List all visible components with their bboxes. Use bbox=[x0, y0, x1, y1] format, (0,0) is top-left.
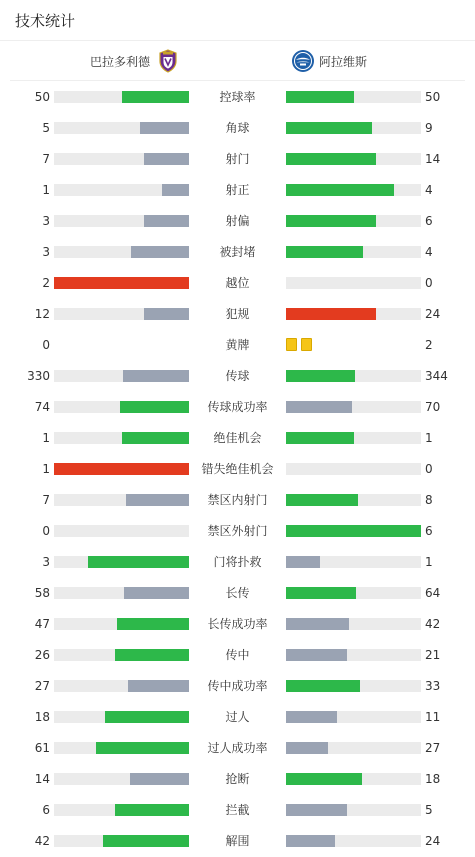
stat-row bbox=[0, 112, 475, 143]
away-value: 24 bbox=[425, 307, 441, 321]
home-value: 2 bbox=[42, 276, 50, 290]
home-bar-fill bbox=[120, 401, 189, 413]
stat-row bbox=[0, 329, 475, 360]
page-title: 技术统计 bbox=[15, 12, 76, 30]
away-value: 11 bbox=[425, 710, 441, 724]
stat-label: 越位 bbox=[225, 276, 250, 290]
home-value: 330 bbox=[27, 369, 50, 383]
away-bar-fill bbox=[286, 711, 337, 723]
home-value: 50 bbox=[34, 90, 50, 104]
stat-row bbox=[0, 484, 475, 515]
home-bar-track bbox=[54, 525, 189, 537]
home-value: 61 bbox=[34, 741, 50, 755]
away-value: 1 bbox=[425, 431, 433, 445]
away-bar-fill bbox=[286, 587, 356, 599]
stat-label: 抢断 bbox=[225, 772, 250, 786]
stat-label: 黄牌 bbox=[225, 338, 250, 352]
away-bar-track bbox=[286, 401, 421, 413]
away-bar-track bbox=[286, 649, 421, 661]
home-value: 14 bbox=[34, 772, 50, 786]
away-bar-fill bbox=[286, 680, 360, 692]
home-value: 27 bbox=[34, 679, 50, 693]
home-bar-fill bbox=[144, 215, 189, 227]
home-value: 7 bbox=[42, 493, 50, 507]
stat-label: 传中成功率 bbox=[207, 679, 268, 693]
away-value: 33 bbox=[425, 679, 441, 693]
home-bar-fill bbox=[126, 494, 189, 506]
away-bar-track bbox=[286, 122, 421, 134]
stat-label: 绝佳机会 bbox=[213, 431, 262, 445]
away-value: 4 bbox=[425, 245, 433, 259]
stat-row bbox=[0, 298, 475, 329]
stat-row bbox=[0, 732, 475, 763]
away-bar-fill bbox=[286, 773, 362, 785]
home-bar-track bbox=[54, 308, 189, 320]
stat-label: 禁区外射门 bbox=[207, 524, 268, 538]
away-value: 0 bbox=[425, 276, 433, 290]
home-bar-fill bbox=[123, 370, 189, 382]
away-value: 0 bbox=[425, 462, 433, 476]
stat-label: 过人成功率 bbox=[207, 741, 268, 755]
away-bar-track bbox=[286, 773, 421, 785]
stat-row bbox=[0, 391, 475, 422]
home-bar-track bbox=[54, 494, 189, 506]
away-value: 6 bbox=[425, 214, 433, 228]
stat-label: 传球成功率 bbox=[207, 400, 268, 414]
stat-label: 过人 bbox=[225, 710, 250, 724]
stat-label: 射正 bbox=[225, 183, 250, 197]
stat-row bbox=[0, 81, 475, 112]
away-bar-fill bbox=[286, 122, 372, 134]
away-bar-track bbox=[286, 494, 421, 506]
away-bar-track bbox=[286, 711, 421, 723]
stat-label: 射偏 bbox=[225, 214, 250, 228]
away-bar-fill bbox=[286, 246, 363, 258]
away-value: 27 bbox=[425, 741, 441, 755]
away-bar-track bbox=[286, 618, 421, 630]
stat-label: 犯规 bbox=[225, 307, 250, 321]
home-bar-fill bbox=[124, 587, 189, 599]
away-bar-fill bbox=[286, 742, 328, 754]
away-value: 24 bbox=[425, 834, 441, 848]
away-bar-fill bbox=[286, 649, 347, 661]
home-bar-track bbox=[54, 680, 189, 692]
away-bar-fill bbox=[286, 370, 355, 382]
away-value: 9 bbox=[425, 121, 433, 135]
away-bar-track bbox=[286, 556, 421, 568]
away-bar-track bbox=[286, 308, 421, 320]
stat-row bbox=[0, 360, 475, 391]
home-bar-track bbox=[54, 215, 189, 227]
away-bar-track bbox=[286, 246, 421, 258]
away-bar-track bbox=[286, 184, 421, 196]
stat-label: 禁区内射门 bbox=[207, 493, 268, 507]
home-bar-fill bbox=[144, 308, 189, 320]
home-value: 47 bbox=[34, 617, 50, 631]
stat-label: 传球 bbox=[225, 369, 250, 383]
stat-label: 长传 bbox=[225, 586, 250, 600]
home-bar-track bbox=[54, 742, 189, 754]
home-bar-track bbox=[54, 153, 189, 165]
home-bar-fill bbox=[115, 804, 189, 816]
away-bar-fill bbox=[286, 618, 349, 630]
home-bar-fill bbox=[117, 618, 189, 630]
away-bar-fill bbox=[286, 184, 394, 196]
away-bar-track bbox=[286, 525, 421, 537]
home-value: 5 bbox=[42, 121, 50, 135]
home-value: 0 bbox=[42, 338, 50, 352]
stat-row bbox=[0, 701, 475, 732]
away-value: 8 bbox=[425, 493, 433, 507]
away-bar-fill bbox=[286, 556, 320, 568]
away-bar-fill bbox=[286, 835, 335, 847]
home-bar-track bbox=[54, 91, 189, 103]
away-team bbox=[291, 49, 367, 73]
home-bar-fill bbox=[54, 463, 189, 475]
home-bar-fill bbox=[103, 835, 189, 847]
away-value: 5 bbox=[425, 803, 433, 817]
away-bar-track bbox=[286, 370, 421, 382]
home-value: 3 bbox=[42, 214, 50, 228]
away-bar-track bbox=[286, 432, 421, 444]
stat-label: 控球率 bbox=[219, 90, 256, 104]
stat-label: 拦截 bbox=[225, 803, 250, 817]
home-value: 18 bbox=[34, 710, 50, 724]
home-value: 58 bbox=[34, 586, 50, 600]
home-value: 26 bbox=[34, 648, 50, 662]
home-bar-track bbox=[54, 649, 189, 661]
home-bar-track bbox=[54, 835, 189, 847]
home-value: 12 bbox=[34, 307, 50, 321]
stat-label: 被封堵 bbox=[219, 245, 256, 259]
teams-row bbox=[10, 41, 465, 81]
home-bar-fill bbox=[140, 122, 189, 134]
away-value: 1 bbox=[425, 555, 433, 569]
stat-label: 长传成功率 bbox=[207, 617, 268, 631]
stat-row bbox=[0, 174, 475, 205]
away-bar-track bbox=[286, 835, 421, 847]
home-value: 3 bbox=[42, 245, 50, 259]
away-bar-track bbox=[286, 804, 421, 816]
stat-row bbox=[0, 143, 475, 174]
away-bar-track bbox=[286, 91, 421, 103]
away-bar-track bbox=[286, 153, 421, 165]
home-bar-track bbox=[54, 618, 189, 630]
home-bar-track bbox=[54, 773, 189, 785]
home-bar-track bbox=[54, 122, 189, 134]
home-bar-track bbox=[54, 277, 189, 289]
away-bar-track bbox=[286, 215, 421, 227]
stat-row bbox=[0, 825, 475, 856]
away-value: 64 bbox=[425, 586, 441, 600]
away-yellow-cards bbox=[286, 338, 312, 351]
home-bar-track bbox=[54, 556, 189, 568]
home-value: 6 bbox=[42, 803, 50, 817]
home-bar-track bbox=[54, 463, 189, 475]
away-bar-track bbox=[286, 680, 421, 692]
away-value: 344 bbox=[425, 369, 448, 383]
away-bar-fill bbox=[286, 91, 354, 103]
home-value: 7 bbox=[42, 152, 50, 166]
away-value: 42 bbox=[425, 617, 441, 631]
home-bar-track bbox=[54, 246, 189, 258]
home-value: 1 bbox=[42, 183, 50, 197]
stats-list bbox=[0, 81, 475, 856]
away-value: 70 bbox=[425, 400, 441, 414]
home-bar-fill bbox=[105, 711, 189, 723]
home-bar-track bbox=[54, 370, 189, 382]
home-bar-fill bbox=[128, 680, 189, 692]
stat-label: 解围 bbox=[225, 834, 250, 848]
home-bar-fill bbox=[88, 556, 189, 568]
home-team-name: 巴拉多利德 bbox=[89, 54, 150, 69]
home-bar-fill bbox=[122, 432, 190, 444]
away-value: 21 bbox=[425, 648, 441, 662]
away-bar-track bbox=[286, 587, 421, 599]
stat-row bbox=[0, 453, 475, 484]
stat-row bbox=[0, 205, 475, 236]
away-bar-fill bbox=[286, 432, 354, 444]
away-value: 14 bbox=[425, 152, 441, 166]
home-bar-track bbox=[54, 804, 189, 816]
home-value: 74 bbox=[34, 400, 50, 414]
home-value: 1 bbox=[42, 431, 50, 445]
away-bar-track bbox=[286, 277, 421, 289]
away-bar-fill bbox=[286, 525, 421, 537]
home-bar-fill bbox=[54, 277, 189, 289]
home-bar-track bbox=[54, 711, 189, 723]
away-value: 2 bbox=[425, 338, 433, 352]
stat-row bbox=[0, 422, 475, 453]
stat-row bbox=[0, 515, 475, 546]
home-team-crest-icon bbox=[156, 49, 180, 73]
yellow-card-icon bbox=[286, 338, 297, 351]
away-team-name: 阿拉维斯 bbox=[319, 54, 368, 69]
away-value: 4 bbox=[425, 183, 433, 197]
home-bar-fill bbox=[122, 91, 190, 103]
home-bar-fill bbox=[131, 246, 189, 258]
home-bar-fill bbox=[162, 184, 189, 196]
away-bar-track bbox=[286, 463, 421, 475]
away-value: 18 bbox=[425, 772, 441, 786]
away-bar-track bbox=[286, 742, 421, 754]
home-value: 0 bbox=[42, 524, 50, 538]
away-team-crest-icon bbox=[291, 49, 315, 73]
away-bar-fill bbox=[286, 153, 376, 165]
stat-row bbox=[0, 670, 475, 701]
yellow-card-icon bbox=[301, 338, 312, 351]
home-bar-fill bbox=[144, 153, 189, 165]
stat-label: 门将扑救 bbox=[213, 555, 262, 569]
stat-row bbox=[0, 236, 475, 267]
stat-label: 射门 bbox=[225, 152, 250, 166]
home-value: 42 bbox=[34, 834, 50, 848]
away-value: 6 bbox=[425, 524, 433, 538]
away-bar-fill bbox=[286, 215, 376, 227]
stat-row bbox=[0, 763, 475, 794]
home-bar-track bbox=[54, 587, 189, 599]
home-bar-fill bbox=[96, 742, 189, 754]
stat-row bbox=[0, 608, 475, 639]
stat-row bbox=[0, 639, 475, 670]
stat-row bbox=[0, 794, 475, 825]
stat-row bbox=[0, 577, 475, 608]
stat-row bbox=[0, 546, 475, 577]
stat-row bbox=[0, 267, 475, 298]
home-bar-track bbox=[54, 432, 189, 444]
away-bar-fill bbox=[286, 494, 358, 506]
header bbox=[0, 0, 475, 41]
stat-label: 传中 bbox=[225, 648, 250, 662]
stat-label: 错失绝佳机会 bbox=[201, 462, 274, 476]
home-bar-fill bbox=[130, 773, 189, 785]
home-bar-fill bbox=[115, 649, 189, 661]
stat-label: 角球 bbox=[225, 121, 250, 135]
home-value: 1 bbox=[42, 462, 50, 476]
away-bar-fill bbox=[286, 804, 347, 816]
away-bar-fill bbox=[286, 308, 376, 320]
home-team bbox=[90, 49, 180, 73]
away-value: 50 bbox=[425, 90, 441, 104]
home-value: 3 bbox=[42, 555, 50, 569]
home-bar-track bbox=[54, 401, 189, 413]
away-bar-fill bbox=[286, 401, 352, 413]
home-bar-track bbox=[54, 184, 189, 196]
